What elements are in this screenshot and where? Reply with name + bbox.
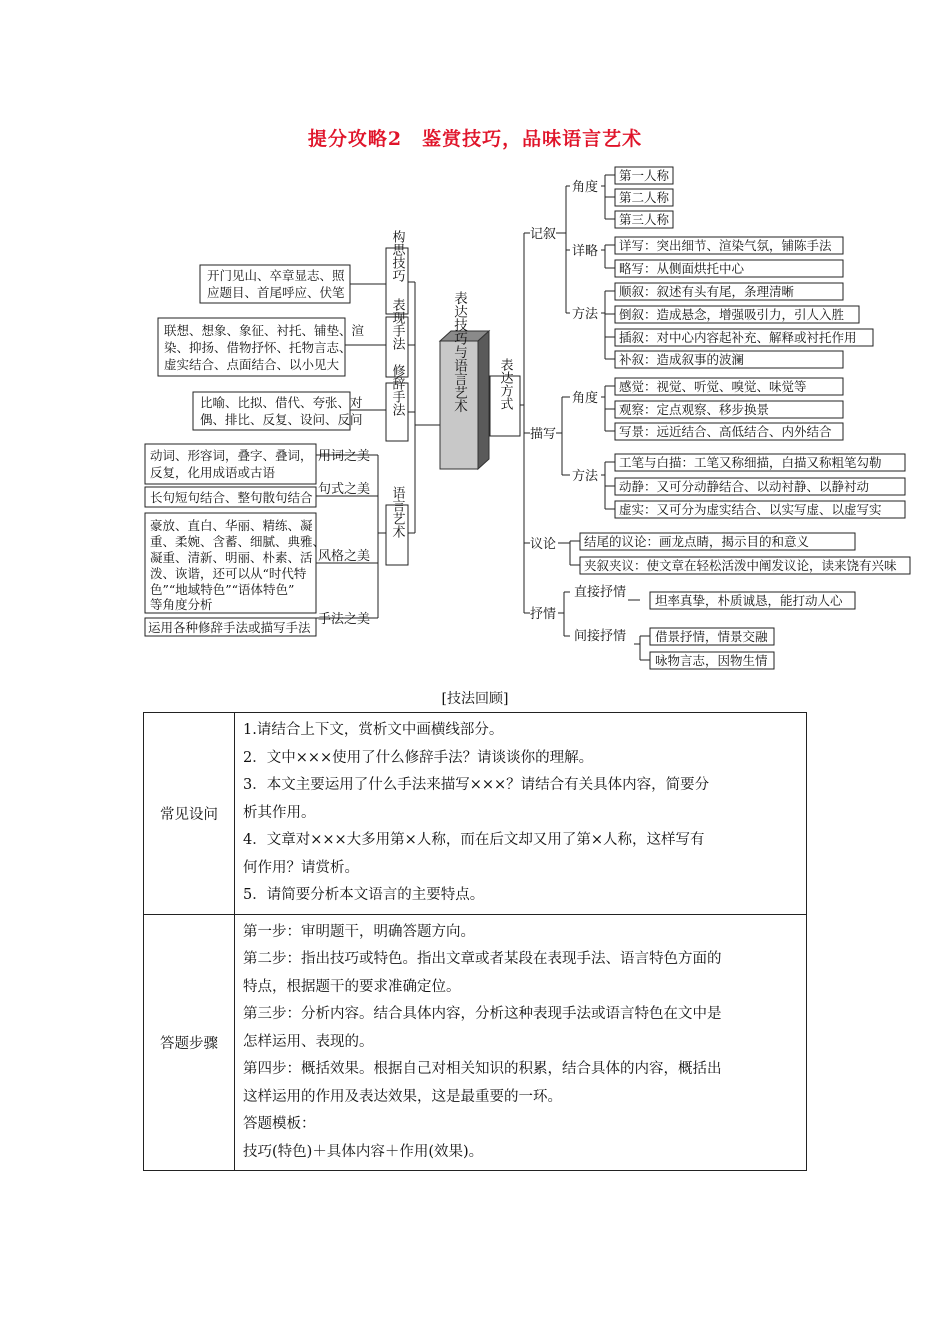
list-item: 答题模板： bbox=[243, 1116, 316, 1132]
leaf-xiangxie: 详写：突出细节、渲染气氛，铺陈手法 bbox=[619, 238, 832, 253]
shuqing-label: 抒情 bbox=[530, 607, 557, 622]
list-item: 这样运用的作用及表达效果，这是最重要的一环。 bbox=[243, 1088, 562, 1105]
list-item: 2．文中×××使用了什么修辞手法？请谈谈你的理解。 bbox=[243, 749, 594, 766]
fengge-line-6: 等角度分析 bbox=[150, 597, 213, 612]
miaoxie-label: 描写 bbox=[530, 427, 557, 442]
xiuci-line-1: 比喻、比拟、借代、夸张、对 bbox=[200, 395, 363, 410]
list-item: 第一步：审明题干，明确答题方向。 bbox=[243, 923, 475, 940]
category-biaoxian: 表现手法 bbox=[389, 298, 405, 350]
leaf-luexie: 略写：从侧面烘托中心 bbox=[619, 261, 745, 276]
fengge-line-4: 泼、诙谐，还可以从“时代特 bbox=[150, 566, 307, 581]
yilun-label: 议论 bbox=[530, 537, 557, 552]
shoufa-line-1: 运用各种修辞手法或描写手法 bbox=[148, 620, 311, 635]
category-xiuci: 修辞手法 bbox=[389, 364, 405, 416]
center-pillar bbox=[440, 290, 489, 469]
list-item: 1.请结合上下文，赏析文中画横线部分。 bbox=[243, 722, 504, 738]
gouxi-line-1: 开门见山、卒章显志、照 bbox=[207, 268, 345, 283]
jixu-xianglue-label: 详略 bbox=[572, 244, 599, 259]
shuqing-jianjie-label: 间接抒情 bbox=[574, 629, 627, 644]
list-item: 第四步：概括效果。根据自己对相关知识的积累，结合具体的内容，概括出 bbox=[243, 1061, 722, 1077]
review-table bbox=[143, 712, 807, 1171]
fengge-line-3: 凝重、清新、明丽、朴素、活 bbox=[150, 550, 313, 565]
biaoxian-line-3: 虚实结合、点面结合、以小见大 bbox=[164, 357, 340, 372]
row-label: 常见设问 bbox=[144, 713, 235, 915]
jixu-jiaodu-label: 角度 bbox=[572, 180, 599, 195]
xiuci-line-2: 偶、排比、反复、设问、反问 bbox=[200, 412, 363, 427]
gouxi-line-2: 应题目、首尾呼应、伏笔 bbox=[207, 285, 345, 300]
label-jushi: 句式之美 bbox=[318, 482, 371, 497]
leaf-third-person: 第三人称 bbox=[619, 212, 670, 227]
list-item: 何作用？请赏析。 bbox=[243, 859, 359, 876]
fengge-line-2: 重、柔婉、含蓄、细腻、典雅、 bbox=[150, 534, 326, 549]
biaoxian-line-2: 染、抑扬、借物抒怀、托物言志、 bbox=[164, 340, 352, 355]
yongci-line-1: 动词、形容词，叠字、叠词， bbox=[150, 448, 313, 463]
leaf-first-person: 第一人称 bbox=[619, 168, 670, 183]
leaf-guancha: 观察：定点观察、移步换景 bbox=[619, 402, 770, 417]
label-shoufa: 手法之美 bbox=[318, 612, 371, 627]
list-item: 特点，根据题干的要求准确定位。 bbox=[243, 978, 461, 995]
page-title: 提分攻略2 鉴赏技巧，品味语言艺术 bbox=[307, 128, 643, 150]
fengge-line-1: 豪放、直白、华丽、精练、凝 bbox=[150, 518, 313, 533]
shuqing-zhijie-label: 直接抒情 bbox=[574, 585, 627, 600]
leaf-jiejing-shuqing: 借景抒情，情景交融 bbox=[655, 629, 768, 644]
leaf-xiejing: 写景：远近结合、高低结合、内外结合 bbox=[619, 424, 832, 439]
list-item: 3．本文主要运用了什么手法来描写×××？请结合有关具体内容，简要分 bbox=[243, 777, 710, 793]
list-item: 技巧(特色)＋具体内容＋作用(效果)。 bbox=[243, 1143, 484, 1160]
leaf-zhijie-shuqing: 坦率真挚，朴质诚恳，能打动人心 bbox=[655, 593, 843, 608]
jushi-line-1: 长句短句结合、整句散句结合 bbox=[150, 490, 313, 505]
category-yuyan: 语言艺术 bbox=[389, 486, 405, 538]
row-content bbox=[235, 914, 807, 1171]
leaf-xushi: 虚实：又可分为虚实结合、以实写虚、以虚写实 bbox=[619, 502, 882, 517]
table-row bbox=[144, 713, 807, 915]
leaf-jiaxu-jiayi: 夹叙夹议：使文章在轻松活泼中阐发议论，读来饶有兴味 bbox=[584, 558, 897, 573]
list-item: 怎样运用、表现的。 bbox=[243, 1033, 374, 1050]
list-item: 析其作用。 bbox=[243, 804, 316, 821]
center-label: 表达技巧与语言艺术 bbox=[451, 291, 467, 413]
leaf-buxu: 补叙：造成叙事的波澜 bbox=[619, 352, 745, 367]
table-row bbox=[144, 914, 807, 1171]
leaf-yongwu-yanzhi: 咏物言志，因物生情 bbox=[655, 653, 768, 668]
fengge-line-5: 色”“地域特色”“语体特色” bbox=[150, 582, 295, 597]
list-item: 5．请简要分析本文语言的主要特点。 bbox=[243, 887, 485, 903]
review-caption: [技法回顾] bbox=[441, 691, 509, 707]
leaf-dongjing: 动静：又可分动静结合、以动衬静、以静衬动 bbox=[619, 479, 870, 494]
expression-label: 表达方式 bbox=[497, 358, 513, 410]
miaoxie-jiaodu-label: 角度 bbox=[572, 391, 599, 406]
list-item: 4．文章对×××大多用第×人称，而在后文却又用了第×人称，这样写有 bbox=[243, 832, 705, 848]
leaf-shunxu: 顺叙：叙述有头有尾，条理清晰 bbox=[619, 284, 795, 299]
row-label: 答题步骤 bbox=[144, 914, 235, 1171]
list-item: 第三步：分析内容。结合具体内容，分析这种表现手法或语言特色在文中是 bbox=[243, 1006, 722, 1022]
yongci-line-2: 反复，化用成语或古语 bbox=[150, 465, 276, 480]
miaoxie-fangfa-label: 方法 bbox=[572, 469, 599, 484]
category-gouxi: 构思技巧 bbox=[389, 230, 405, 282]
leaf-chaxu: 插叙：对中心内容起补充、解释或衬托作用 bbox=[619, 330, 857, 345]
label-fengge: 风格之美 bbox=[318, 549, 371, 564]
jixu-label: 记叙 bbox=[530, 227, 557, 242]
leaf-daoxu: 倒叙：造成悬念，增强吸引力，引人入胜 bbox=[619, 307, 845, 322]
leaf-gongbi: 工笔与白描：工笔又称细描，白描又称粗笔勾勒 bbox=[619, 455, 882, 470]
list-item: 第二步：指出技巧或特色。指出文章或者某段在表现手法、语言特色方面的 bbox=[243, 951, 722, 967]
leaf-jiewei-yilun: 结尾的议论：画龙点睛，揭示目的和意义 bbox=[584, 534, 810, 549]
row-content bbox=[235, 713, 807, 915]
label-yongci: 用词之美 bbox=[318, 449, 371, 464]
jixu-fangfa-label: 方法 bbox=[572, 307, 599, 322]
leaf-ganjue: 感觉：视觉、听觉、嗅觉、味觉等 bbox=[619, 379, 807, 394]
leaf-second-person: 第二人称 bbox=[619, 190, 670, 205]
biaoxian-line-1: 联想、想象、象征、衬托、铺垫、渲 bbox=[164, 323, 365, 338]
